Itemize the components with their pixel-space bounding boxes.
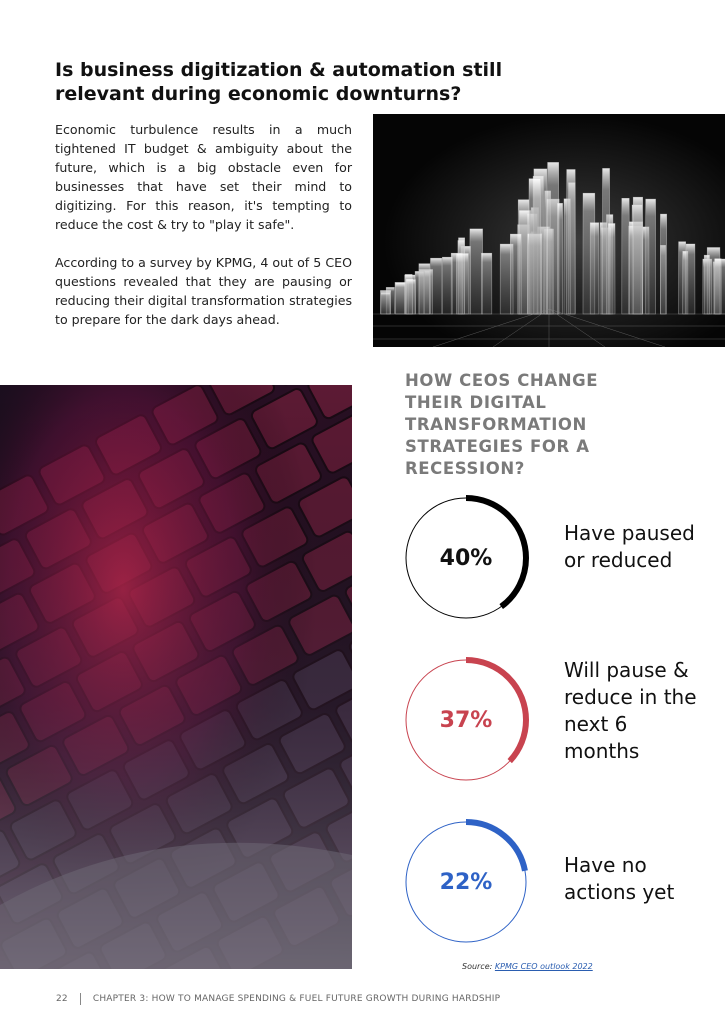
- tower-shape: [470, 229, 483, 314]
- digital-city-graphic: [373, 114, 725, 347]
- tower-shape: [715, 259, 721, 314]
- source-note: [462, 962, 593, 971]
- keyboard-graphic: [0, 385, 352, 969]
- chapter-title: CHAPTER 3: HOW TO MANAGE SPENDING & FUEL FUTURE GROWTH DURING HARDSHIP: [92, 994, 501, 1004]
- tower-shape: [704, 255, 709, 314]
- tower-shape: [381, 293, 390, 314]
- tower-shape: [419, 264, 430, 314]
- page-number: 22: [56, 994, 68, 1004]
- source-prefix: Source:: [462, 962, 495, 971]
- tower-shape: [567, 170, 576, 315]
- stat-label: Have no actions yet: [564, 853, 675, 904]
- tower-shape: [510, 234, 521, 314]
- stat-label: Will pause & reduce in the next 6 months: [564, 658, 697, 763]
- intro-text: [55, 120, 352, 329]
- stat-label: Have paused or reduced: [564, 521, 695, 572]
- page-footer: [56, 993, 696, 1005]
- tower-shape: [660, 214, 666, 314]
- stat-item: [400, 492, 725, 624]
- tower-shape: [557, 203, 562, 314]
- tower-shape: [529, 179, 541, 314]
- tower-shape: [406, 279, 413, 314]
- tower-shape: [548, 162, 559, 314]
- digital-city-image: [373, 114, 725, 347]
- footer-divider: [80, 993, 81, 1005]
- tower-shape: [608, 224, 615, 315]
- tower-shape: [686, 244, 695, 314]
- stat-percentage: 37%: [439, 707, 493, 733]
- stat-percentage: 40%: [439, 545, 493, 571]
- intro-paragraph: Economic turbulence results in a much tightened IT budget & ambiguity about the future, which is a big obstacle even for businesses that have set their mind to digitizing. For this reason, it's tempting to reduce the cost & try to "play it safe".: [55, 122, 352, 232]
- keyboard-image: [0, 385, 352, 969]
- tower-shape: [633, 197, 643, 314]
- source-link[interactable]: KPMG CEO outlook 2022: [494, 962, 593, 971]
- tower-shape: [431, 258, 442, 314]
- stat-item: [400, 816, 725, 948]
- tower-shape: [590, 223, 599, 314]
- intro-paragraph: According to a survey by KPMG, 4 out of 5 CEO questions revealed that they are pausing or reducing their digital transformation strategies to prepare for the dark days ahead.: [55, 255, 352, 327]
- tower-shape: [481, 253, 491, 314]
- tower-shape: [396, 283, 405, 314]
- tower-shape: [456, 254, 468, 315]
- stat-item: [400, 654, 725, 786]
- tower-shape: [442, 257, 452, 314]
- tower-shape: [646, 199, 656, 314]
- stats-heading: HOW CEOS CHANGE THEIR DIGITAL TRANSFORMATION STRATEGIES FOR A RECESSION?: [405, 371, 599, 478]
- stat-percentage: 22%: [439, 869, 493, 895]
- article-title: Is business digitization & automation still relevant during economic downturns?: [55, 59, 503, 105]
- tower-shape: [622, 198, 629, 314]
